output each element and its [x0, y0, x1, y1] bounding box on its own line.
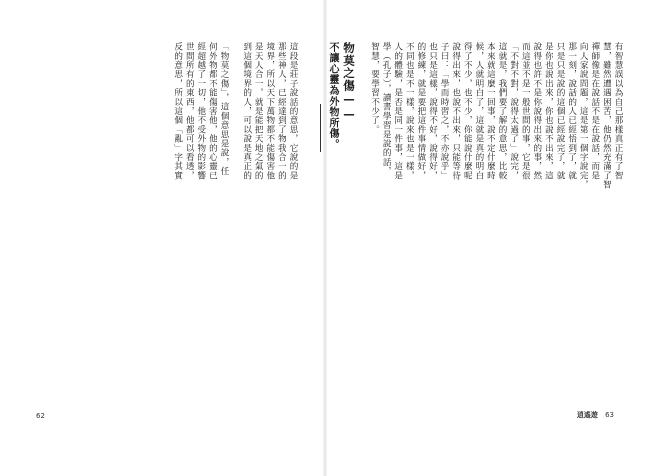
text-column: 境界，所以天下萬物都不能傷害他 [264, 42, 275, 180]
left-folio [36, 412, 45, 420]
left-page [14, 8, 319, 466]
text-column: 世間所有的東西，他都可以看透， [184, 42, 195, 180]
text-column: 禪師像是在說話不是在說話，而是 [589, 42, 600, 180]
text-column: 這段是莊子說話的意思，它說的是 [288, 42, 298, 180]
text-column: 是天人合一，就是能把天地之氣的 [253, 42, 264, 180]
text-column: 「不對不對，說得太過了」說完， [508, 42, 519, 180]
text-column: 學（孔子），讀書學習是說的話， [381, 42, 392, 176]
text-column: 不同也是不一樣，說來也是一樣， [404, 42, 415, 180]
text-column: 慧，雖然遭遇困苦，他仍然充滿了智 [601, 42, 612, 190]
right-page [326, 8, 636, 466]
section-subtitle: 不讓心靈為外物所傷。 [326, 42, 338, 150]
text-column: 候，人就明白了，這就是真的明白 [473, 42, 484, 180]
text-column: 這就是，我們要了解的意思，比較 [497, 42, 508, 180]
text-column: 而這並不是一般世間的事，它是很 [520, 42, 531, 180]
text-column: 何外物都不能傷害他，他的心靈已 [207, 42, 218, 180]
text-column: 向人家說問題，這是第一個字說完， [578, 42, 589, 190]
right-page-text [326, 42, 623, 420]
text-column: 那些神人，已經達到了物我合一的 [276, 42, 287, 180]
text-column: 也只是這樣，說得不好，說得好， [427, 42, 438, 180]
text-column: 反的意思，所以這個「亂」字其實 [172, 42, 183, 180]
quote-rule [320, 104, 321, 152]
text-column: 只是只是說的這個已經說完了，就 [555, 42, 566, 180]
page-number: 62 [36, 412, 45, 420]
running-head: 逍遙遊 [576, 411, 598, 419]
section-title: 物莫之傷—— [341, 42, 356, 122]
text-column: 本來就這麼一回事，說不定什麼時 [485, 42, 496, 180]
text-column: 得了不少，也不少，你能說什麼呢 [462, 42, 473, 180]
left-page-text [28, 42, 298, 420]
text-column: 「物莫之傷」，這個意思是說，任 [219, 42, 230, 176]
text-column: 人的體驗，是否是同一件事，這是 [392, 42, 403, 180]
text-column: 那一刻，說話的人已經悟到了，就 [566, 42, 577, 180]
right-folio [577, 410, 614, 420]
text-column: 的修練，就是要把這件事情做好， [415, 42, 426, 180]
text-column: 經超越了一切，他不受外物的影響 [195, 42, 206, 180]
text-column: 到這個境界的人，可以說是真正的 [241, 42, 252, 180]
text-column: 智慧，要學習不少了。 [369, 42, 380, 134]
text-column: 說得出來，也說不出來，只能等待 [450, 42, 461, 180]
text-column: 有智慧誤以為自己那樣真正有了智 [613, 42, 623, 180]
page-number: 63 [605, 411, 614, 419]
text-column: 子曰：「學而時習之，不亦說乎」 [439, 42, 450, 180]
text-column: 說得也許不是你說得出來的事，然 [531, 42, 542, 180]
text-column: 是你也說出來，你也說不出來，這 [543, 42, 554, 180]
